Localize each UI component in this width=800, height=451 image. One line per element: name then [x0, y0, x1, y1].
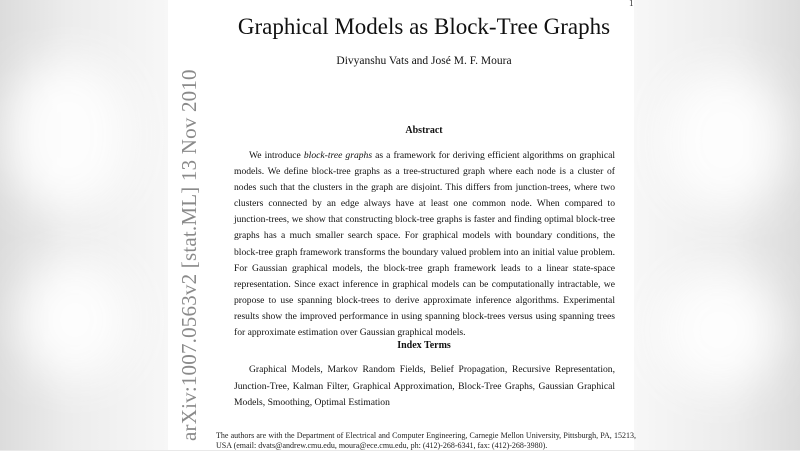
abstract-body [234, 148, 615, 341]
arxiv-identifier: arXiv:1007.0563v2 [stat.ML] 13 Nov 2010 [177, 69, 201, 441]
right-blur-glow [659, 270, 779, 390]
left-blurred-background [0, 0, 168, 450]
abstract-emphasis: block-tree graphs [303, 150, 373, 161]
paper-authors: Divyanshu Vats and José M. F. Moura [336, 55, 512, 67]
abstract-intro: We introduce [249, 150, 304, 161]
index-terms-text: Graphical Models, Markov Random Fields, Belief Propagation, Recursive Representation, Junction-Tree, Kalman Filter, Graphical Approximation, Block-Tree Graphs, Gaussian Graphical Models, Smoothing, Optimal Estimation [234, 364, 615, 408]
abstract-heading: Abstract [405, 125, 443, 136]
left-blur-glow [8, 60, 128, 210]
abstract-paragraph [234, 148, 615, 341]
page-number: 1 [629, 0, 634, 8]
right-blurred-background [634, 0, 800, 450]
paper-title: Graphical Models as Block-Tree Graphs [237, 14, 611, 39]
index-terms-body [234, 362, 615, 412]
author-footnote: The authors are with the Department of Electrical and Computer Engineering, Carnegie Mellon University, Pittsburgh, PA, 15213, USA (email: dvats@andrew.cmu.edu, moura@ece.cmu.edu, ph: (412)-268-6341, fax: (412)-268-3980). [216, 431, 636, 450]
index-terms-heading: Index Terms [397, 340, 451, 351]
right-blur-glow [664, 70, 784, 210]
abstract-text: as a framework for deriving efficient algorithms on graphical models. We define block-tree graphs as a tree-structured graph where each node is a cluster of nodes such that the clusters in the graph are disjoint. This differs from junction-trees, where two clusters connected by an edge always have at least one common node. When compared to junction-trees, we show that constructing block-tree graphs is faster and finding optimal block-tree graphs has a much smaller search space. For graphical models with boundary conditions, the block-tree graph framework transforms the boundary valued problem into an initial value problem. For Gaussian graphical models, the block-tree graph framework leads to a linear state-space representation. Since exact inference in graphical models can be computationally intractable, we propose to use spanning block-trees to derive approximate inference algorithms. Experimental results show the improved performance in using spanning block-trees versus using spanning trees for approximate estimation over Gaussian graphical models. [234, 150, 616, 339]
left-blur-glow [20, 260, 130, 380]
